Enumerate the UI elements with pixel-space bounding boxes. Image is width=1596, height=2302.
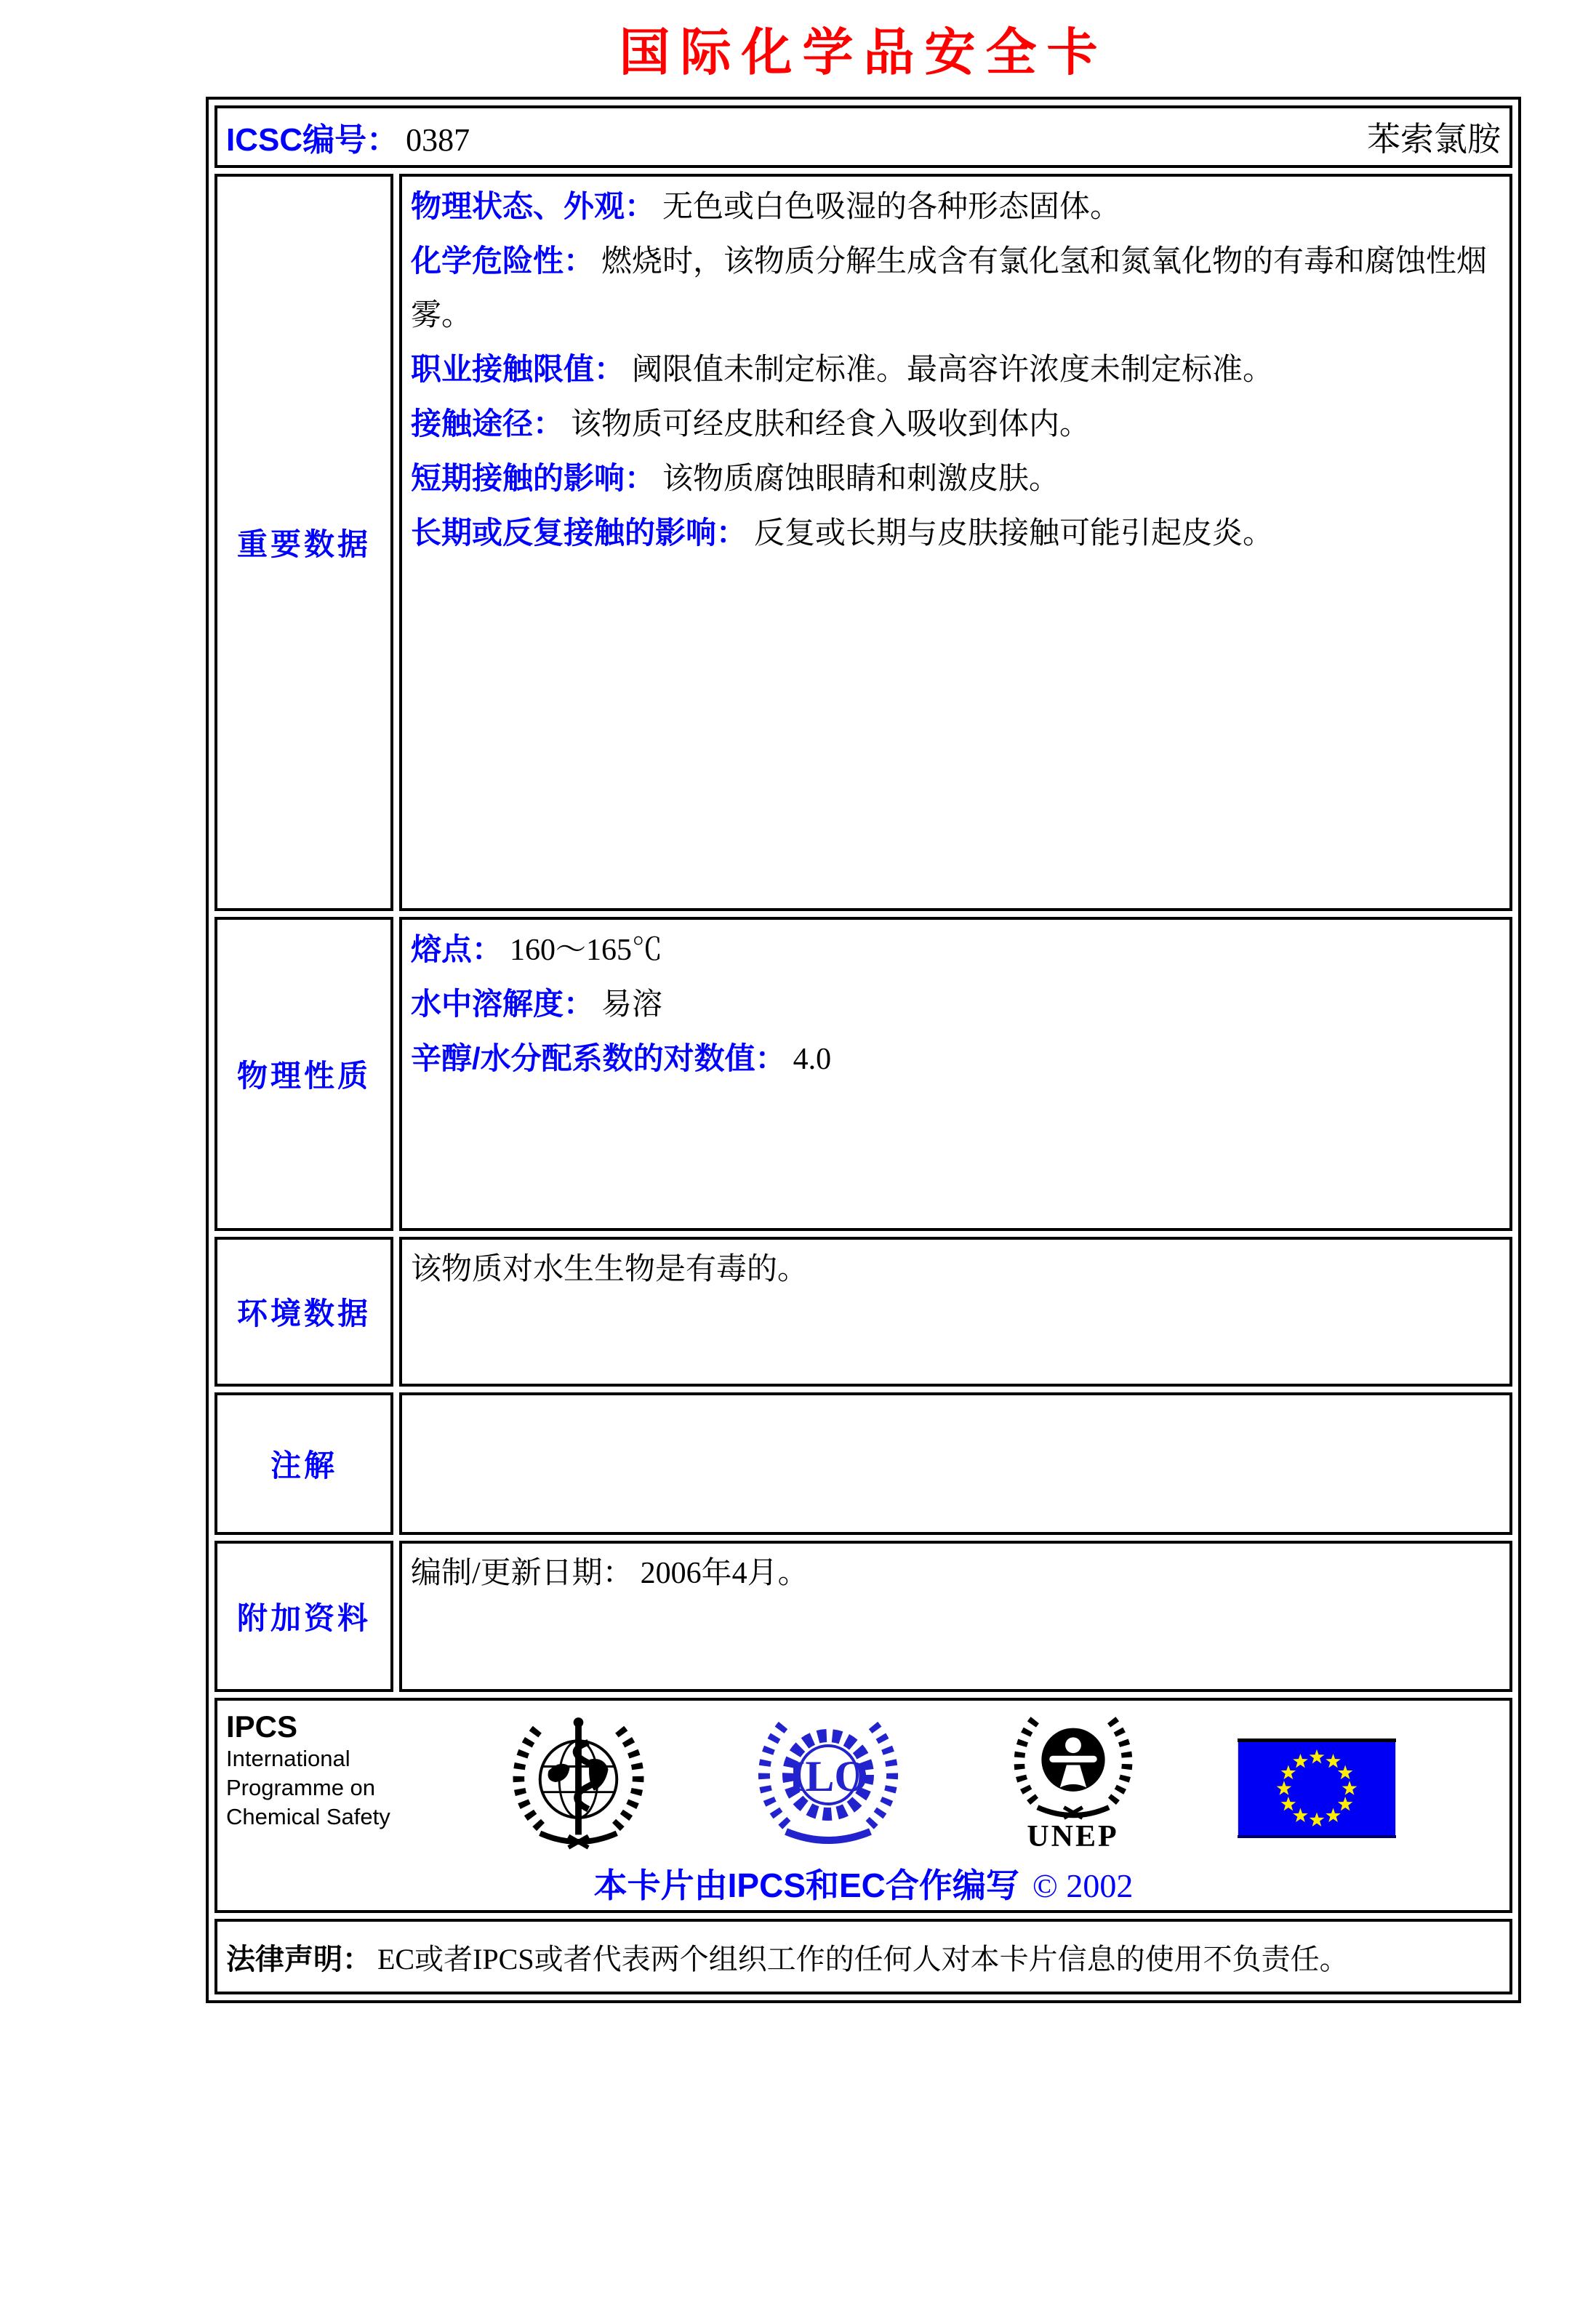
icsc-number-group	[226, 113, 470, 160]
svg-text:ILO: ILO	[787, 1752, 869, 1800]
field-chemical-danger: 化学危险性：	[411, 244, 595, 278]
eu-flag-icon	[1238, 1742, 1396, 1835]
notes-row	[214, 1392, 1512, 1535]
safety-card-table	[206, 97, 1521, 2003]
field-logp: 辛醇/水分配系数的对数值：	[411, 1041, 786, 1075]
value-melting-point: 160～165℃	[510, 934, 663, 967]
important-data-item	[411, 397, 1501, 452]
section-label-additional-info: 附加资料	[236, 1601, 371, 1635]
eu-flag-wrap	[1238, 1738, 1396, 1838]
important-data-item	[411, 180, 1501, 234]
section-label-environmental-data: 环境数据	[236, 1296, 371, 1331]
field-physical-state: 物理状态、外观：	[411, 189, 656, 223]
additional-info-content	[399, 1541, 1512, 1692]
section-label-physical-properties: 物理性质	[236, 1059, 371, 1093]
additional-info-label-cell	[214, 1541, 393, 1692]
important-data-row	[214, 174, 1512, 911]
legal-content	[226, 1925, 1501, 1989]
important-data-item	[411, 234, 1501, 342]
additional-info-item	[411, 1547, 1501, 1600]
header-content	[226, 111, 1501, 162]
physical-properties-row	[214, 917, 1512, 1231]
environmental-data-content	[399, 1237, 1512, 1387]
environmental-data-row	[214, 1237, 1512, 1387]
notes-content	[399, 1392, 1512, 1535]
organizations-cell	[214, 1698, 1512, 1913]
value-logp: 4.0	[793, 1043, 832, 1076]
value-long-term-effects: 反复或长期与皮肤接触可能引起皮炎。	[754, 517, 1274, 550]
unep-caption: UNEP	[1027, 1820, 1119, 1853]
important-data-item	[411, 452, 1501, 506]
value-update-date: 2006年4月。	[640, 1557, 809, 1590]
notes-label-cell	[214, 1392, 393, 1535]
ipcs-line-2: Programme on	[226, 1775, 376, 1800]
organizations-row	[214, 1698, 1512, 1913]
additional-info-row	[214, 1541, 1512, 1692]
field-occupational-limit: 职业接触限值：	[411, 352, 625, 386]
icsc-number-value: 0387	[406, 122, 470, 158]
important-data-item	[411, 342, 1501, 397]
copyright-text: © 2002	[1032, 1867, 1134, 1904]
section-label-notes: 注解	[270, 1448, 337, 1483]
important-data-content	[399, 174, 1512, 911]
ilo-emblem-icon	[748, 1714, 908, 1850]
field-update-date: 编制/更新日期：	[411, 1557, 633, 1590]
physical-properties-label-cell	[214, 917, 393, 1231]
value-water-solubility: 易溶	[601, 988, 663, 1022]
legal-row	[214, 1919, 1512, 1994]
section-label-important-data: 重要数据	[236, 527, 371, 561]
field-long-term-effects: 长期或反复接触的影响：	[411, 516, 747, 550]
credit-line	[222, 1859, 1505, 1907]
chemical-name: 苯索氯胺	[1367, 121, 1501, 158]
physical-properties-content	[399, 917, 1512, 1231]
ipcs-line-1: International	[226, 1746, 350, 1771]
field-exposure-routes: 接触途径：	[411, 406, 564, 441]
logos-strip	[222, 1704, 1505, 1855]
legal-cell	[214, 1919, 1512, 1994]
header-row	[214, 105, 1512, 168]
who-emblem-icon	[500, 1709, 657, 1855]
legal-label: 法律声明：	[226, 1943, 372, 1976]
ipcs-line-3: Chemical Safety	[226, 1804, 390, 1829]
value-occupational-limit: 阈限值未制定标准。最高容许浓度未制定标准。	[632, 353, 1274, 387]
physical-property-item	[411, 923, 1501, 977]
legal-text: EC或者IPCS或者代表两个组织工作的任何人对本卡片信息的使用不负责任。	[377, 1942, 1349, 1976]
ipcs-text-block	[226, 1709, 408, 1832]
field-water-solubility: 水中溶解度：	[411, 987, 595, 1021]
field-melting-point: 熔点：	[411, 932, 503, 966]
value-exposure-routes: 该物质可经皮肤和经食入吸收到体内。	[571, 408, 1091, 441]
environmental-data-text: 该物质对水生生物是有毒的。	[411, 1253, 809, 1286]
value-short-term-effects: 该物质腐蚀眼睛和刺激皮肤。	[662, 462, 1060, 496]
credit-text: 本卡片由IPCS和EC合作编写	[593, 1866, 1019, 1904]
important-data-label-cell	[214, 174, 393, 911]
field-short-term-effects: 短期接触的影响：	[411, 461, 656, 495]
value-physical-state: 无色或白色吸湿的各种形态固体。	[662, 191, 1121, 224]
icsc-number-label: ICSC编号：	[226, 122, 399, 158]
header-cell	[214, 105, 1512, 168]
ipcs-name: IPCS	[226, 1709, 298, 1744]
physical-property-item	[411, 977, 1501, 1032]
environmental-data-label-cell	[214, 1237, 393, 1387]
unep-block	[1000, 1709, 1146, 1853]
value-chemical-danger: 燃烧时，该物质分解生成含有氯化氢和氮氧化物的有毒和腐蚀性烟雾。	[411, 245, 1488, 332]
unep-emblem-icon	[1000, 1709, 1146, 1821]
page-title: 国际化学品安全卡	[619, 25, 1108, 81]
physical-property-item	[411, 1032, 1501, 1086]
important-data-item	[411, 506, 1501, 561]
